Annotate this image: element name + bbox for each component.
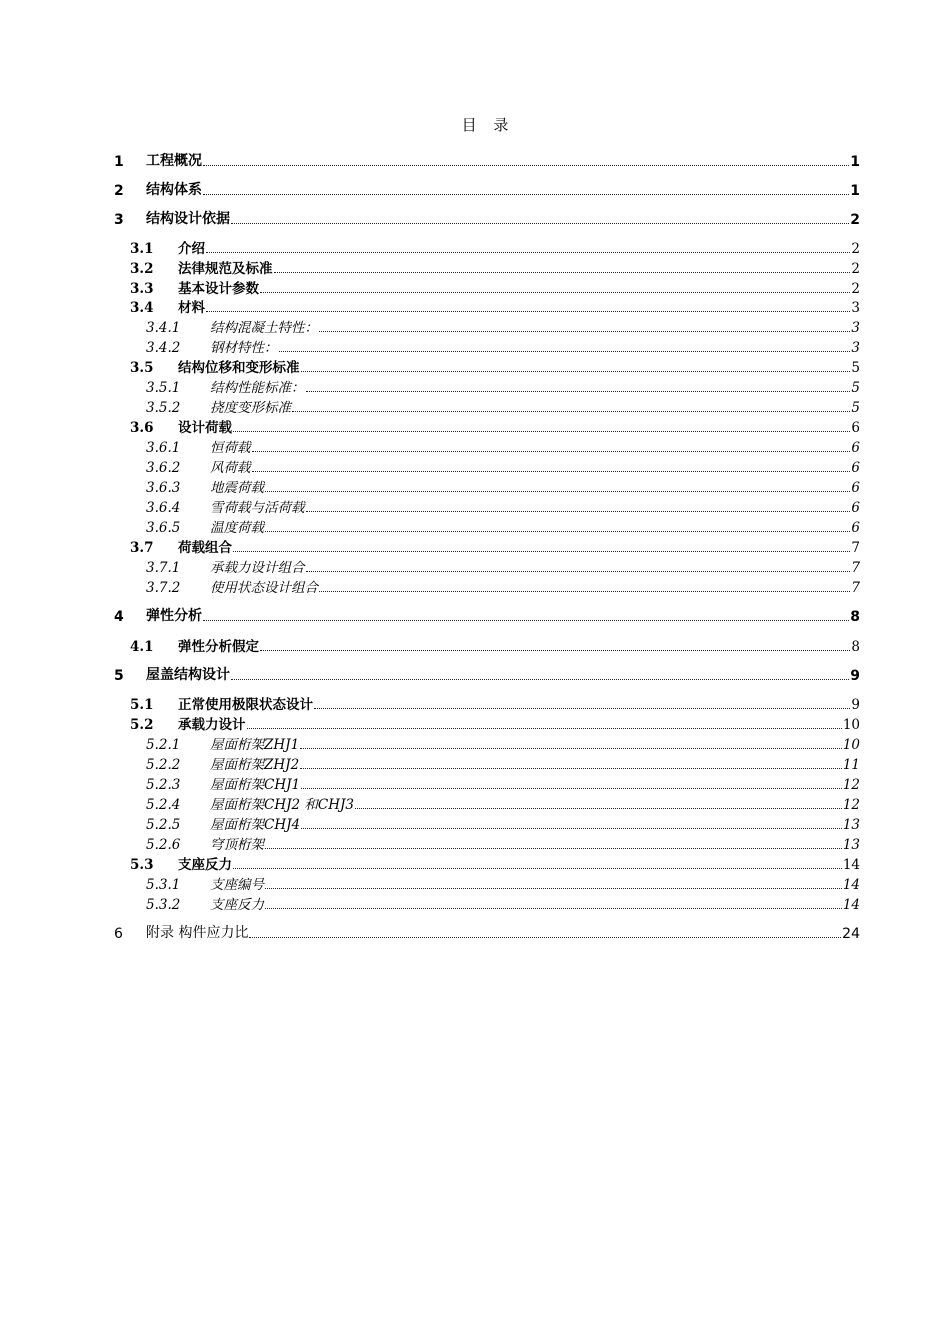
- toc-entry-page: 1: [850, 154, 860, 170]
- dot-leader: [301, 370, 851, 372]
- dot-leader: [355, 807, 842, 809]
- dot-leader: [252, 470, 851, 472]
- toc-entry-number: 3.6.4: [146, 500, 181, 516]
- dot-leader: [233, 867, 842, 869]
- dot-leader: [306, 570, 851, 572]
- dot-leader: [203, 619, 849, 621]
- toc-entry[interactable]: [114, 556, 860, 576]
- toc-entry[interactable]: [114, 396, 860, 416]
- toc-entry-label: 钢材特性：: [210, 340, 278, 356]
- toc-entry-label: 结构体系: [146, 182, 202, 198]
- toc-entry[interactable]: [114, 179, 860, 199]
- toc-entry[interactable]: [114, 753, 860, 773]
- toc-entry-label: 结构位移和变形标准: [178, 360, 300, 376]
- toc-entry-number: 3.6.5: [146, 520, 181, 536]
- toc-entry-page: 12: [842, 777, 860, 793]
- toc-entry-number: 3: [114, 212, 124, 228]
- dot-leader: [292, 410, 850, 412]
- toc-entry-page: 10: [842, 717, 860, 733]
- toc-entry-label: 屋面桁架ZHJ1: [210, 737, 300, 753]
- toc-entry-label: 屋面桁架CHJ4: [210, 817, 301, 833]
- toc-entry[interactable]: [114, 773, 860, 793]
- toc-entry-page: 2: [851, 241, 860, 257]
- toc-entry[interactable]: [114, 376, 860, 396]
- toc-entry-page: 8: [851, 639, 860, 655]
- toc-entry-number: 5.1: [130, 697, 154, 713]
- toc-entry-page: 14: [842, 877, 860, 893]
- toc-entry-page: 6: [851, 520, 860, 536]
- dot-leader: [265, 847, 842, 849]
- toc-entry-label: 风荷载: [210, 460, 251, 476]
- toc-entry[interactable]: [114, 693, 860, 713]
- toc-entry[interactable]: [114, 664, 860, 684]
- toc-entry-page: 6: [851, 420, 860, 436]
- toc-entry-number: 5.2.4: [146, 797, 181, 813]
- dot-leader: [314, 707, 850, 709]
- toc-entry-page: 10: [842, 737, 860, 753]
- dot-leader: [300, 747, 842, 749]
- toc-entry-number: 3.2: [130, 261, 154, 277]
- toc-entry-number: 3.6.1: [146, 440, 181, 456]
- toc-entry-label: 使用状态设计组合: [210, 580, 318, 596]
- toc-entry-label: 弹性分析: [146, 608, 202, 624]
- toc-entry-number: 5.2.2: [146, 757, 181, 773]
- toc-entry[interactable]: [114, 316, 860, 336]
- toc-entry-number: 2: [114, 183, 124, 199]
- dot-leader: [260, 649, 850, 651]
- toc-entry-number: 5: [114, 668, 124, 684]
- toc-title: 目 录: [461, 116, 515, 134]
- toc-entry-number: 5.3: [130, 857, 154, 873]
- toc-entry[interactable]: [114, 237, 860, 257]
- toc-entry-label: 正常使用极限状态设计: [178, 697, 313, 713]
- toc-entry-label: 结构设计依据: [146, 211, 230, 227]
- toc-entry-label: 屋盖结构设计: [146, 667, 230, 683]
- toc-entry-number: 3.5.1: [146, 380, 181, 396]
- toc-entry-page: 6: [851, 460, 860, 476]
- dot-leader: [247, 727, 842, 729]
- toc-entry-page: 8: [850, 609, 860, 625]
- toc-entry-number: 3.7.2: [146, 580, 181, 596]
- dot-leader: [301, 827, 842, 829]
- dot-leader: [301, 787, 842, 789]
- toc-entry-label: 屋面桁架ZHJ2: [210, 757, 300, 773]
- dot-leader: [306, 390, 851, 392]
- toc-entry[interactable]: [114, 536, 860, 556]
- toc-entry-page: 9: [850, 668, 860, 684]
- toc-entry[interactable]: [114, 853, 860, 873]
- toc-entry-label: 基本设计参数: [178, 281, 259, 297]
- toc-entry-number: 3.6.2: [146, 460, 181, 476]
- toc-entry-page: 14: [842, 897, 860, 913]
- toc-entry-page: 3: [851, 320, 860, 336]
- toc-entry-page: 13: [842, 837, 860, 853]
- toc-entry-page: 6: [851, 500, 860, 516]
- toc-entry-label: 穹顶桁架: [210, 837, 264, 853]
- toc-entry-number: 6: [114, 926, 123, 942]
- dot-leader: [319, 330, 850, 332]
- toc-entry-number: 5.2.5: [146, 817, 181, 833]
- toc-entry-number: 3.1: [130, 241, 154, 257]
- dot-leader: [249, 936, 841, 938]
- dot-leader: [260, 291, 850, 293]
- toc-entry-number: 5.2.6: [146, 837, 181, 853]
- dot-leader: [300, 767, 842, 769]
- toc-entry-page: 12: [842, 797, 860, 813]
- toc-entry-number: 4.1: [130, 639, 154, 655]
- toc-entry-label: 介绍: [178, 241, 205, 257]
- toc-entry-label: 法律规范及标准: [178, 261, 273, 277]
- toc-entry-label: 承载力设计: [178, 717, 246, 733]
- toc-entry-label: 温度荷载: [210, 520, 264, 536]
- toc-entry[interactable]: [114, 456, 860, 476]
- dot-leader: [203, 164, 849, 166]
- toc-entry-label: 屋面桁架CHJ2 和CHJ3: [210, 797, 354, 813]
- toc-entry-label: 弹性分析假定: [178, 639, 259, 655]
- toc-entry-page: 7: [851, 580, 860, 596]
- toc-entry[interactable]: [114, 516, 860, 536]
- toc-entry[interactable]: [114, 150, 860, 170]
- toc-entry-number: 3.5: [130, 360, 154, 376]
- toc-entry-page: 6: [851, 440, 860, 456]
- dot-leader: [279, 350, 851, 352]
- toc-entry[interactable]: [114, 922, 860, 942]
- toc-entry-page: 13: [842, 817, 860, 833]
- toc-entry-number: 5.3.1: [146, 877, 181, 893]
- toc-entry-label: 雪荷载与活荷载: [210, 500, 305, 516]
- toc-entry-page: 5: [851, 360, 860, 376]
- toc-entry-page: 24: [842, 926, 860, 942]
- dot-leader: [274, 271, 851, 273]
- toc-entry[interactable]: [114, 605, 860, 625]
- toc-entry-number: 3.4.2: [146, 340, 181, 356]
- dot-leader: [206, 310, 850, 312]
- dot-leader: [231, 678, 849, 680]
- toc-entry[interactable]: [114, 713, 860, 733]
- toc-entry-page: 6: [851, 480, 860, 496]
- dot-leader: [265, 490, 850, 492]
- toc-entry-page: 7: [851, 560, 860, 576]
- toc-entry-page: 14: [842, 857, 860, 873]
- toc-entry-label: 材料: [178, 300, 205, 316]
- toc-entry-label: 恒荷载: [210, 440, 251, 456]
- toc-entry-number: 3.3: [130, 281, 154, 297]
- toc-entry-label: 工程概况: [146, 153, 202, 169]
- toc-entry-label: 附录 构件应力比: [146, 925, 249, 941]
- toc-entry-label: 设计荷载: [178, 420, 232, 436]
- dot-leader: [252, 450, 851, 452]
- toc-entry-page: 9: [851, 697, 860, 713]
- toc-entry[interactable]: [114, 257, 860, 277]
- toc-entry[interactable]: [114, 476, 860, 496]
- dot-leader: [206, 251, 850, 253]
- toc-entry-label: 承载力设计组合: [210, 560, 305, 576]
- toc-entry[interactable]: [114, 733, 860, 753]
- toc-entry-page: 3: [851, 300, 860, 316]
- toc-entry-page: 11: [842, 757, 860, 773]
- toc-entry-number: 3.7: [130, 540, 154, 556]
- toc-entry-label: 地震荷载: [210, 480, 264, 496]
- toc-entry-number: 5.3.2: [146, 897, 181, 913]
- toc-entry[interactable]: [114, 356, 860, 376]
- toc-entry-page: 2: [851, 261, 860, 277]
- toc-entry-number: 3.6: [130, 420, 154, 436]
- toc-entry-page: 7: [851, 540, 860, 556]
- toc-entry-number: 3.7.1: [146, 560, 181, 576]
- toc-entry[interactable]: [114, 635, 860, 655]
- toc-entry-label: 支座反力: [178, 857, 232, 873]
- dot-leader: [306, 510, 851, 512]
- toc-entry-number: 3.5.2: [146, 400, 181, 416]
- toc-entry-label: 支座编号: [210, 877, 264, 893]
- dot-leader: [265, 907, 842, 909]
- toc-entry[interactable]: [114, 277, 860, 297]
- toc-entry[interactable]: [114, 436, 860, 456]
- toc-entry-label: 荷载组合: [178, 540, 232, 556]
- toc-entry[interactable]: [114, 793, 860, 813]
- toc-entry-number: 5.2.3: [146, 777, 181, 793]
- toc-entry[interactable]: [114, 336, 860, 356]
- toc-entry[interactable]: [114, 416, 860, 436]
- toc-entry-page: 3: [851, 340, 860, 356]
- toc-entry-page: 5: [851, 380, 860, 396]
- dot-leader: [233, 430, 850, 432]
- toc-entry[interactable]: [114, 873, 860, 893]
- toc-entry-number: 3.6.3: [146, 480, 181, 496]
- dot-leader: [233, 550, 850, 552]
- toc-entry-number: 3.4.1: [146, 320, 181, 336]
- dot-leader: [319, 590, 850, 592]
- toc-entry-number: 5.2: [130, 717, 154, 733]
- dot-leader: [265, 887, 842, 889]
- toc-entry-number: 1: [114, 154, 124, 170]
- toc-entry-label: 结构混凝土特性：: [210, 320, 318, 336]
- toc-entry-label: 结构性能标准：: [210, 380, 305, 396]
- toc-entry[interactable]: [114, 208, 860, 228]
- toc-entry-page: 5: [851, 400, 860, 416]
- toc-entry-number: 4: [114, 609, 124, 625]
- toc-entry-label: 屋面桁架CHJ1: [210, 777, 301, 793]
- toc-entry[interactable]: [114, 576, 860, 596]
- toc-entry[interactable]: [114, 496, 860, 516]
- toc-entry-page: 1: [850, 183, 860, 199]
- toc-entry-label: 支座反力: [210, 897, 264, 913]
- toc-entry-number: 3.4: [130, 300, 154, 316]
- toc-entry-number: 5.2.1: [146, 737, 181, 753]
- toc-entry[interactable]: [114, 893, 860, 913]
- toc-entry-page: 2: [850, 212, 860, 228]
- dot-leader: [203, 193, 849, 195]
- toc-entry[interactable]: [114, 296, 860, 316]
- toc-entry-page: 2: [851, 281, 860, 297]
- toc-entry-label: 挠度变形标准: [210, 400, 291, 416]
- toc-entry[interactable]: [114, 833, 860, 853]
- dot-leader: [231, 222, 849, 224]
- dot-leader: [265, 530, 850, 532]
- toc-entry[interactable]: [114, 813, 860, 833]
